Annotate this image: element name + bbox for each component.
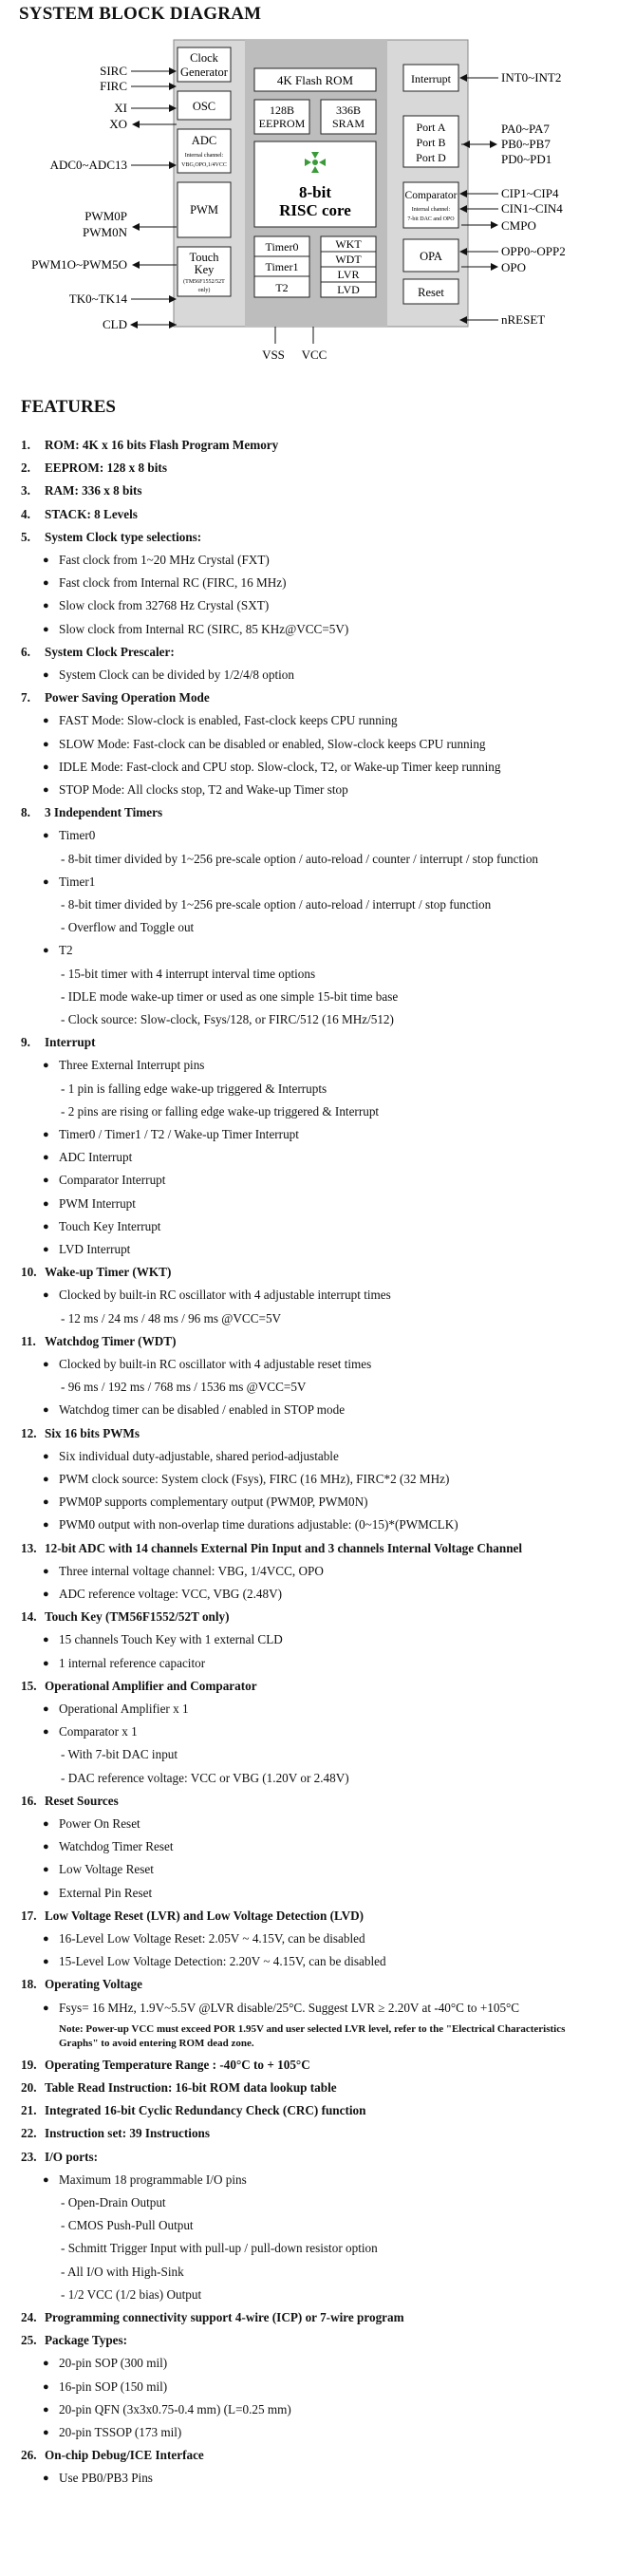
bullet-text: 20-pin SOP (300 mil) [59,2356,168,2371]
bullet-icon: ● [43,1244,49,1255]
sub-item-text: - IDLE mode wake-up timer or used as one simple 15-bit time base [61,988,399,1004]
signal-adc: ADC0~ADC13 [49,158,127,172]
core-label-1: 8-bit [299,183,331,201]
signal-pwm0n: PWM0N [83,225,127,239]
feature-number: 6. [21,644,30,659]
bullet-text: Watchdog timer can be disabled / enabled in STOP mode [59,1402,346,1418]
tk-label-2: Key [194,263,215,276]
feature-number: 1. [21,438,30,452]
sram-label-1: 336B [335,103,362,117]
interrupt-label: Interrupt [411,72,451,85]
signal-firc: FIRC [100,79,127,93]
comparator-sub-label-2: 7-bit DAC and OPO [407,216,455,222]
feature-title: Programming connectivity support 4-wire (ICP) or 7-wire program [45,2310,404,2324]
sub-item-text: - Schmitt Trigger Input with pull-up / pull-down resistor option [61,2241,378,2256]
signal-vcc: VCC [301,348,327,362]
feature-title: Watchdog Timer (WDT) [45,1333,177,1348]
bullet-icon: ● [43,1841,49,1853]
bullet-text: Fast clock from 1~20 MHz Crystal (FXT) [59,553,270,567]
feature-title: RAM: 336 x 8 bits [45,483,142,498]
bullet-icon: ● [43,1589,49,1600]
bullet-text: Maximum 18 programmable I/O pins [59,2172,247,2187]
sub-item-text: - 15-bit timer with 4 interrupt interval time options [61,966,316,981]
signal-pd: PD0~PD1 [501,152,552,166]
feature-number: 15. [21,1678,37,1693]
bullet-icon: ● [43,1060,49,1072]
feature-title: Operating Voltage [45,1977,142,1992]
sub-item-text: - CMOS Push-Pull Output [61,2218,194,2233]
bullet-icon: ● [43,669,49,681]
bullet-text: Timer1 [59,874,96,889]
bullet-text: Slow clock from Internal RC (SIRC, 85 KHz@VCC=5V) [59,621,349,636]
bullet-icon: ● [43,1220,49,1232]
feature-title: Operating Temperature Range : -40°C to + 105°C [45,2057,310,2072]
bullet-text: Slow clock from 32768 Hz Crystal (SXT) [59,598,270,613]
sub-item-text: - Clock source: Slow-clock, Fsys/128, or FIRC/512 (16 MHz/512) [61,1012,394,1026]
bullet-icon: ● [43,2427,49,2438]
clock-label-2: Generator [180,66,228,79]
signal-pb: PB0~PB7 [501,137,551,151]
bullet-text: Timer0 / Timer1 / T2 / Wake-up Timer Interrupt [59,1127,299,1141]
feature-number: 24. [21,2310,37,2324]
bullet-text: System Clock can be divided by 1/2/4/8 option [59,668,294,682]
note-text: Note: Power-up VCC must exceed POR 1.95V and user selected LVR level, refer to the "Electrical Characteristics Graphs" to avoid entering ROM dead zone. [59,2022,566,2049]
feature-title: Wake-up Timer (WKT) [45,1265,172,1280]
signal-int: INT0~INT2 [501,70,562,85]
signal-cip: CIP1~CIP4 [501,186,559,200]
feature-title: ROM: 4K x 16 bits Flash Program Memory [45,438,279,452]
feature-title: Power Saving Operation Mode [45,690,210,705]
signal-pa: PA0~PA7 [501,122,550,136]
eeprom-label-1: 128B [269,103,295,117]
feature-number: 8. [21,805,30,820]
bullet-text: 20-pin TSSOP (173 mil) [59,2425,182,2439]
sub-item-text: - DAC reference voltage: VCC or VBG (1.20V or 2.48V) [61,1770,349,1785]
feature-title: 3 Independent Timers [45,805,163,820]
signal-nreset: nRESET [501,312,546,327]
bullet-icon: ● [43,1404,49,1417]
bullet-text: ADC reference voltage: VCC, VBG (2.48V) [59,1587,283,1601]
feature-title: Table Read Instruction: 16-bit ROM data lookup table [45,2080,337,2095]
bullet-text: Use PB0/PB3 Pins [59,2471,153,2486]
bullet-text: IDLE Mode: Fast-clock and CPU stop. Slow-clock, T2, or Wake-up Timer keep running [59,759,501,774]
bullet-icon: ● [43,1496,49,1509]
bullet-text: Fsys= 16 MHz, 1.9V~5.5V @LVR disable/25°C. Suggest LVR ≥ 2.20V at -40°C to +105°C [59,2000,520,2015]
bullet-text: Watchdog Timer Reset [59,1839,174,1854]
feature-title: 12-bit ADC with 14 channels External Pin Input and 3 channels Internal Voltage Channel [45,1540,523,1555]
bullet-icon: ● [43,761,49,773]
bullet-text: 15 channels Touch Key with 1 external CLD [59,1632,283,1647]
feature-title: Operational Amplifier and Comparator [45,1678,257,1693]
bullet-icon: ● [43,1519,49,1532]
bullet-text: FAST Mode: Slow-clock is enabled, Fast-clock keeps CPU running [59,713,398,728]
eeprom-label-2: EEPROM [258,117,306,130]
bullet-icon: ● [43,2173,49,2186]
feature-number: 21. [21,2103,37,2118]
bullet-icon: ● [43,1359,49,1370]
bullet-text: Clocked by built-in RC oscillator with 4 adjustable interrupt times [59,1288,391,1303]
feature-title: Low Voltage Reset (LVR) and Low Voltage Detection (LVD) [45,1908,365,1923]
portb-label: Port B [416,136,446,149]
sub-item-text: - Overflow and Toggle out [61,920,195,935]
bullet-text: Comparator Interrupt [59,1173,166,1188]
feature-number: 3. [21,483,30,498]
porta-label: Port A [416,121,446,134]
bullet-icon: ● [43,2002,49,2014]
sub-item-text: - 1 pin is falling edge wake-up triggered & Interrupts [61,1081,327,1096]
bullet-text: 15-Level Low Voltage Detection: 2.20V ~ 4.15V, can be disabled [59,1954,386,1969]
clock-label-1: Clock [190,51,218,65]
feature-number: 7. [21,690,30,705]
signal-cld: CLD [103,317,127,331]
bullet-text: 16-pin SOP (150 mil) [59,2379,168,2394]
signal-vss: VSS [262,348,285,362]
bullet-text: LVD Interrupt [59,1242,131,1256]
bullet-icon: ● [43,945,49,957]
sub-item-text: - 8-bit timer divided by 1~256 pre-scale option / auto-reload / counter / interrupt / stop function [61,851,539,866]
sub-item-text: - All I/O with High-Sink [61,2264,184,2279]
sub-item-text: - With 7-bit DAC input [61,1747,178,1762]
feature-title: Six 16 bits PWMs [45,1425,140,1440]
bullet-text: Touch Key Interrupt [59,1218,161,1233]
feature-title: I/O ports: [45,2149,99,2164]
feature-number: 11. [21,1333,36,1348]
bullet-text: Clocked by built-in RC oscillator with 4 adjustable reset times [59,1357,372,1371]
bullet-icon: ● [43,2358,49,2370]
sub-item-text: - 12 ms / 24 ms / 48 ms / 96 ms @VCC=5V [61,1310,282,1326]
features-title: FEATURES [21,397,116,417]
signal-pwm0p: PWM0P [84,209,127,223]
bullet-icon: ● [43,1450,49,1462]
reset-label: Reset [418,286,444,299]
bullet-icon: ● [43,1703,49,1715]
bullet-icon: ● [43,784,49,796]
bullet-text: Comparator x 1 [59,1724,138,1739]
signal-pwm1: PWM1O~PWM5O [31,257,127,272]
sub-item-text: - 2 pins are rising or falling edge wake-up triggered & Interrupt [61,1103,380,1119]
feature-title: Interrupt [45,1035,96,1050]
feature-number: 14. [21,1609,37,1625]
sub-item-text: - 96 ms / 192 ms / 768 ms / 1536 ms @VCC=5V [61,1380,307,1395]
feature-number: 22. [21,2126,37,2141]
wdt-label: WDT [335,253,362,266]
bullet-text: Low Voltage Reset [59,1862,154,1877]
bullet-icon: ● [43,2380,49,2393]
signal-opp: OPP0~OPP2 [501,244,566,258]
feature-number: 19. [21,2057,37,2072]
bullet-text: Timer0 [59,828,96,843]
bullet-icon: ● [43,1175,49,1187]
feature-title: System Clock type selections: [45,529,202,544]
flash-label: 4K Flash ROM [276,73,354,87]
bullet-text: PWM clock source: System clock (Fsys), FIRC (16 MHz), FIRC*2 (32 MHz) [59,1472,450,1486]
bullet-icon: ● [43,738,49,750]
bullet-text: STOP Mode: All clocks stop, T2 and Wake-up Timer stop [59,782,348,797]
feature-number: 12. [21,1425,37,1440]
bullet-text: SLOW Mode: Fast-clock can be disabled or enabled, Slow-clock keeps CPU running [59,736,486,751]
feature-number: 4. [21,506,30,521]
feature-title: STACK: 8 Levels [45,506,138,521]
feature-number: 2. [21,461,30,476]
feature-number: 10. [21,1265,37,1280]
wkt-label: WKT [335,237,362,251]
signal-tk: TK0~TK14 [68,291,127,306]
sub-item-text: - Open-Drain Output [61,2195,166,2209]
bullet-icon: ● [43,1152,49,1164]
feature-number: 23. [21,2149,37,2164]
feature-number: 13. [21,1540,37,1555]
feature-title: Touch Key (TM56F1552/52T only) [45,1609,230,1625]
bullet-text: 16-Level Low Voltage Reset: 2.05V ~ 4.15V, can be disabled [59,1931,365,1946]
bullet-icon: ● [43,1726,49,1739]
bullet-icon: ● [43,1289,49,1302]
bullet-icon: ● [43,1956,49,1968]
bullet-icon: ● [43,577,49,590]
feature-title: Integrated 16-bit Cyclic Redundancy Check (CRC) function [45,2103,366,2118]
tk-sub-label-1: (TM56F1552/52T [183,279,225,285]
timer1-label: Timer1 [265,260,299,273]
t2-label: T2 [275,281,289,294]
bullet-icon: ● [43,600,49,612]
feature-number: 26. [21,2448,37,2463]
feature-title: System Clock Prescaler: [45,644,175,659]
feature-number: 17. [21,1908,37,1923]
bullet-icon: ● [43,1887,49,1899]
portd-label: Port D [416,151,446,164]
bullet-text: Three External Interrupt pins [59,1058,205,1073]
feature-number: 20. [21,2080,37,2095]
bullet-text: Power On Reset [59,1816,140,1831]
bullet-icon: ● [43,555,49,566]
bullet-icon: ● [43,2403,49,2416]
sub-item-text: - 8-bit timer divided by 1~256 pre-scale option / auto-reload / interrupt / stop function [61,897,492,912]
bullet-text: T2 [59,943,73,958]
bullet-icon: ● [43,875,49,888]
feature-number: 9. [21,1035,30,1050]
signal-opo: OPO [501,260,527,274]
feature-title: Package Types: [45,2333,128,2348]
bullet-icon: ● [43,1565,49,1577]
sram-label-2: SRAM [331,117,365,130]
bullet-icon: ● [43,2473,49,2485]
feature-number: 18. [21,1977,37,1992]
bullet-icon: ● [43,1474,49,1485]
adc-label: ADC [191,134,217,147]
lvd-label: LVD [337,283,360,296]
bullet-icon: ● [43,1657,49,1669]
lvr-label: LVR [337,268,360,281]
bullet-icon: ● [43,830,49,842]
opa-label: OPA [420,250,442,263]
bullet-icon: ● [43,1864,49,1876]
bullet-icon: ● [43,715,49,727]
page-title: SYSTEM BLOCK DIAGRAM [19,4,262,24]
bullet-text: 1 internal reference capacitor [59,1655,206,1670]
signal-cmpo: CMPO [501,218,536,233]
bullet-text: PWM0P supports complementary output (PWM0P, PWM0N) [59,1495,368,1510]
bullet-text: 20-pin QFN (3x3x0.75-0.4 mm) (L=0.25 mm) [59,2401,291,2416]
feature-title: Reset Sources [45,1793,119,1808]
bullet-text: ADC Interrupt [59,1150,133,1165]
bullet-text: PWM0 output with non-overlap time durations adjustable: (0~15)*(PWMCLK) [59,1517,458,1532]
comparator-label: Comparator [404,190,458,201]
bullet-icon: ● [43,1933,49,1945]
bullet-icon: ● [43,623,49,635]
core-label-2: RISC core [279,201,351,219]
feature-number: 5. [21,529,30,544]
tk-sub-label-2: only) [197,288,211,293]
adc-sub-label-2: VBG,OPO,1/4VCC [181,162,227,168]
tk-label-1: Touch [189,251,219,264]
signal-cin: CIN1~CIN4 [501,201,563,216]
pwm-label: PWM [190,203,218,216]
feature-title: On-chip Debug/ICE Interface [45,2448,204,2463]
comparator-sub-label-1: Internal channel: [411,207,451,213]
bullet-text: Three internal voltage channel: VBG, 1/4VCC, OPO [59,1563,324,1578]
bullet-text: Operational Amplifier x 1 [59,1702,189,1716]
signal-sirc: SIRC [100,64,127,78]
feature-title: EEPROM: 128 x 8 bits [45,461,167,476]
bullet-icon: ● [43,1818,49,1830]
bullet-text: External Pin Reset [59,1885,153,1900]
bullet-text: PWM Interrupt [59,1195,136,1211]
feature-title: Instruction set: 39 Instructions [45,2126,211,2141]
sub-item-text: - 1/2 VCC (1/2 bias) Output [61,2286,202,2302]
bullet-text: Six individual duty-adjustable, shared period-adjustable [59,1448,339,1463]
timer0-label: Timer0 [265,240,299,254]
adc-sub-label-1: Internal channel: [184,153,224,159]
bullet-icon: ● [43,1634,49,1646]
feature-number: 16. [21,1793,37,1808]
bullet-icon: ● [43,1197,49,1210]
signal-xi: XI [114,101,127,115]
osc-label: OSC [192,100,216,113]
feature-number: 25. [21,2333,37,2348]
bullet-text: Fast clock from Internal RC (FIRC, 16 MHz) [59,575,287,591]
bullet-icon: ● [43,1129,49,1140]
signal-xo: XO [109,117,127,131]
